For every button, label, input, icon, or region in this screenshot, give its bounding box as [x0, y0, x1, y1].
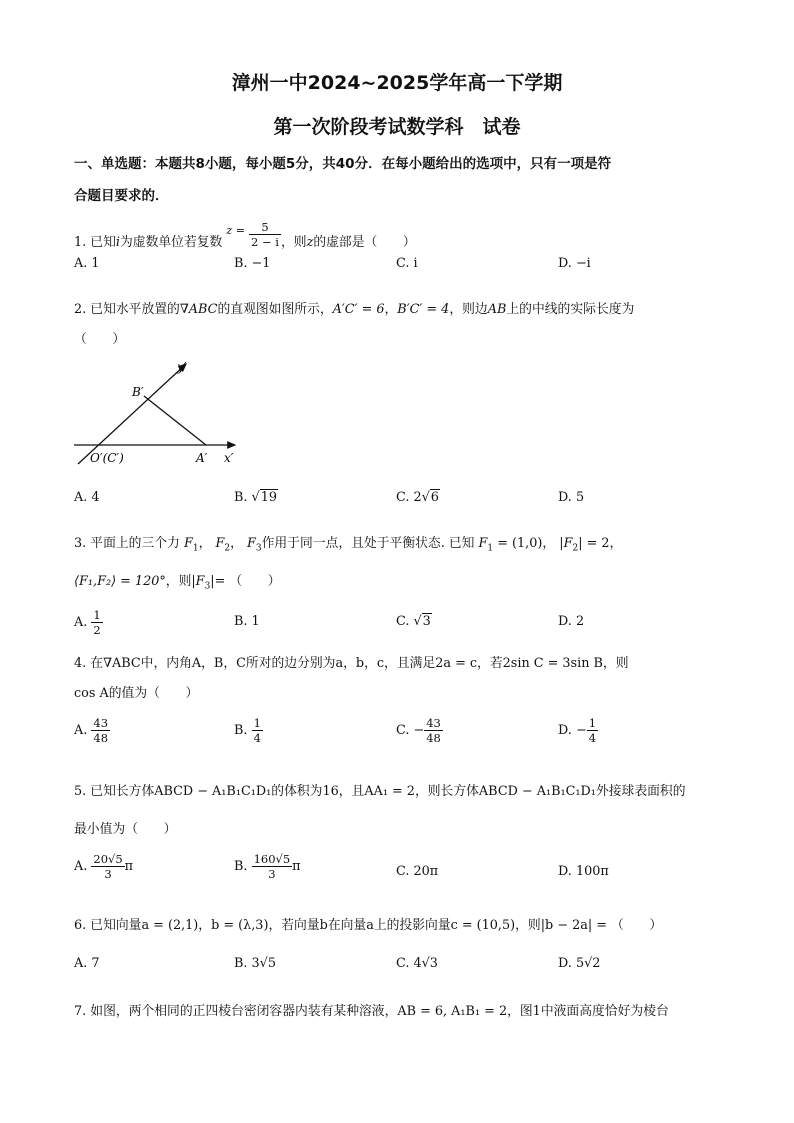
q3-option-a[interactable]: A. $\frac{1}{2}$ — [74, 608, 101, 637]
question-3-stem-line1: 3. 平面上的三个力 $F_1$， $F_2$， $F_3$作用于同一点，且处于平衡状态. 已知 $F_1 = (1,0)$， $|F_2| = 2$， — [74, 536, 623, 554]
q4-option-a[interactable]: A. $\frac{43}{48}$ — [74, 716, 109, 745]
q3-option-b[interactable]: B. 1 — [234, 614, 260, 629]
label-o: O′(C′) — [90, 451, 124, 465]
question-4-stem-line1: 4. 在∇ABC中，内角A，B，C所对的边分别为a，b，c，且满足2a = c，若2sin C = 3sin B，则 — [74, 656, 629, 671]
q4-option-b[interactable]: B. $\frac{1}{4}$ — [234, 716, 261, 745]
section-heading-line1: 一、单选题：本题共8小题，每小题5分，共40分．在每小题给出的选项中，只有一项是符 — [74, 156, 612, 172]
question-7-stem-line1: 7. 如图，两个相同的正四棱台密闭容器内装有某种溶液，AB = 6, A₁B₁ = 2，图1中液面高度恰好为棱台 — [74, 1004, 669, 1019]
question-5-stem-line2: 最小值为（ ） — [74, 822, 177, 837]
question-6-stem: 6. 已知向量a = (2,1)，b = (λ,3)，若向量b在向量a上的投影向量c = (10,5)，则|b − 2a| = （ ） — [74, 918, 663, 933]
label-y: y′ — [177, 360, 187, 374]
q5-option-a[interactable]: A. $\frac{20√5}{3}$ π — [74, 852, 134, 881]
q5-option-c[interactable]: C. 20π — [396, 864, 439, 879]
q1-option-c[interactable]: C. i — [396, 256, 418, 271]
page-title-line2: 第一次阶段考试数学科 试卷 — [273, 116, 521, 138]
page-title-line1: 漳州一中2024~2025学年高一下学期 — [231, 72, 563, 94]
q2-option-b[interactable]: B. √19 — [234, 490, 278, 505]
label-a: A′ — [196, 451, 208, 465]
question-2-stem-line2: （ ） — [74, 332, 126, 347]
q1-option-a[interactable]: A. 1 — [74, 256, 100, 271]
q6-option-a[interactable]: A. 7 — [74, 956, 100, 971]
q1-option-b[interactable]: B. −1 — [234, 256, 271, 271]
q2-option-d[interactable]: D. 5 — [558, 490, 585, 505]
label-x: x′ — [224, 451, 234, 465]
q6-option-c[interactable]: C. 4√3 — [396, 956, 438, 971]
question-4-stem-line2: cos A的值为（ ） — [74, 686, 199, 701]
q2-intuitive-diagram — [70, 356, 250, 471]
q6-option-b[interactable]: B. 3√5 — [234, 956, 276, 971]
label-b: B′ — [132, 385, 144, 399]
y-axis-line — [78, 364, 186, 464]
q2-option-c[interactable]: C. 2√6 — [396, 490, 439, 505]
question-3-stem-line2: ⟨F₁,F₂⟩ = 120°，则$|F_3|=$ （ ） — [74, 574, 281, 592]
section-heading-line2: 合题目要求的． — [74, 188, 169, 204]
q1-option-d[interactable]: D. −i — [558, 256, 591, 271]
q3-option-d[interactable]: D. 2 — [558, 614, 585, 629]
q4-option-c[interactable]: C. − $\frac{43}{48}$ — [396, 716, 441, 745]
q5-option-d[interactable]: D. 100π — [558, 864, 609, 879]
q2-option-a[interactable]: A. 4 — [74, 490, 100, 505]
q6-option-d[interactable]: D. 5√2 — [558, 956, 601, 971]
segment-b-a — [144, 396, 206, 445]
q3-option-c[interactable]: C. √3 — [396, 614, 431, 629]
question-5-stem-line1: 5. 已知长方体ABCD − A₁B₁C₁D₁的体积为16，且AA₁ = 2，则长方体ABCD − A₁B₁C₁D₁外接球表面积的 — [74, 784, 686, 799]
q5-option-b[interactable]: B. $\frac{160√5}{3}$ π — [234, 852, 301, 881]
q4-option-d[interactable]: D. − $\frac{1}{4}$ — [558, 716, 597, 745]
question-2-stem-line1: 2. 已知水平放置的∇ABC的直观图如图所示，A′C′ = 6，B′C′ = 4，则边AB上的中线的实际长度为 — [74, 302, 635, 317]
question-1-stem: 1. 已知i为虚数单位若复数 z = $\frac{5}{2 - i}$ ，则z的虚部是（ ） — [74, 220, 416, 250]
